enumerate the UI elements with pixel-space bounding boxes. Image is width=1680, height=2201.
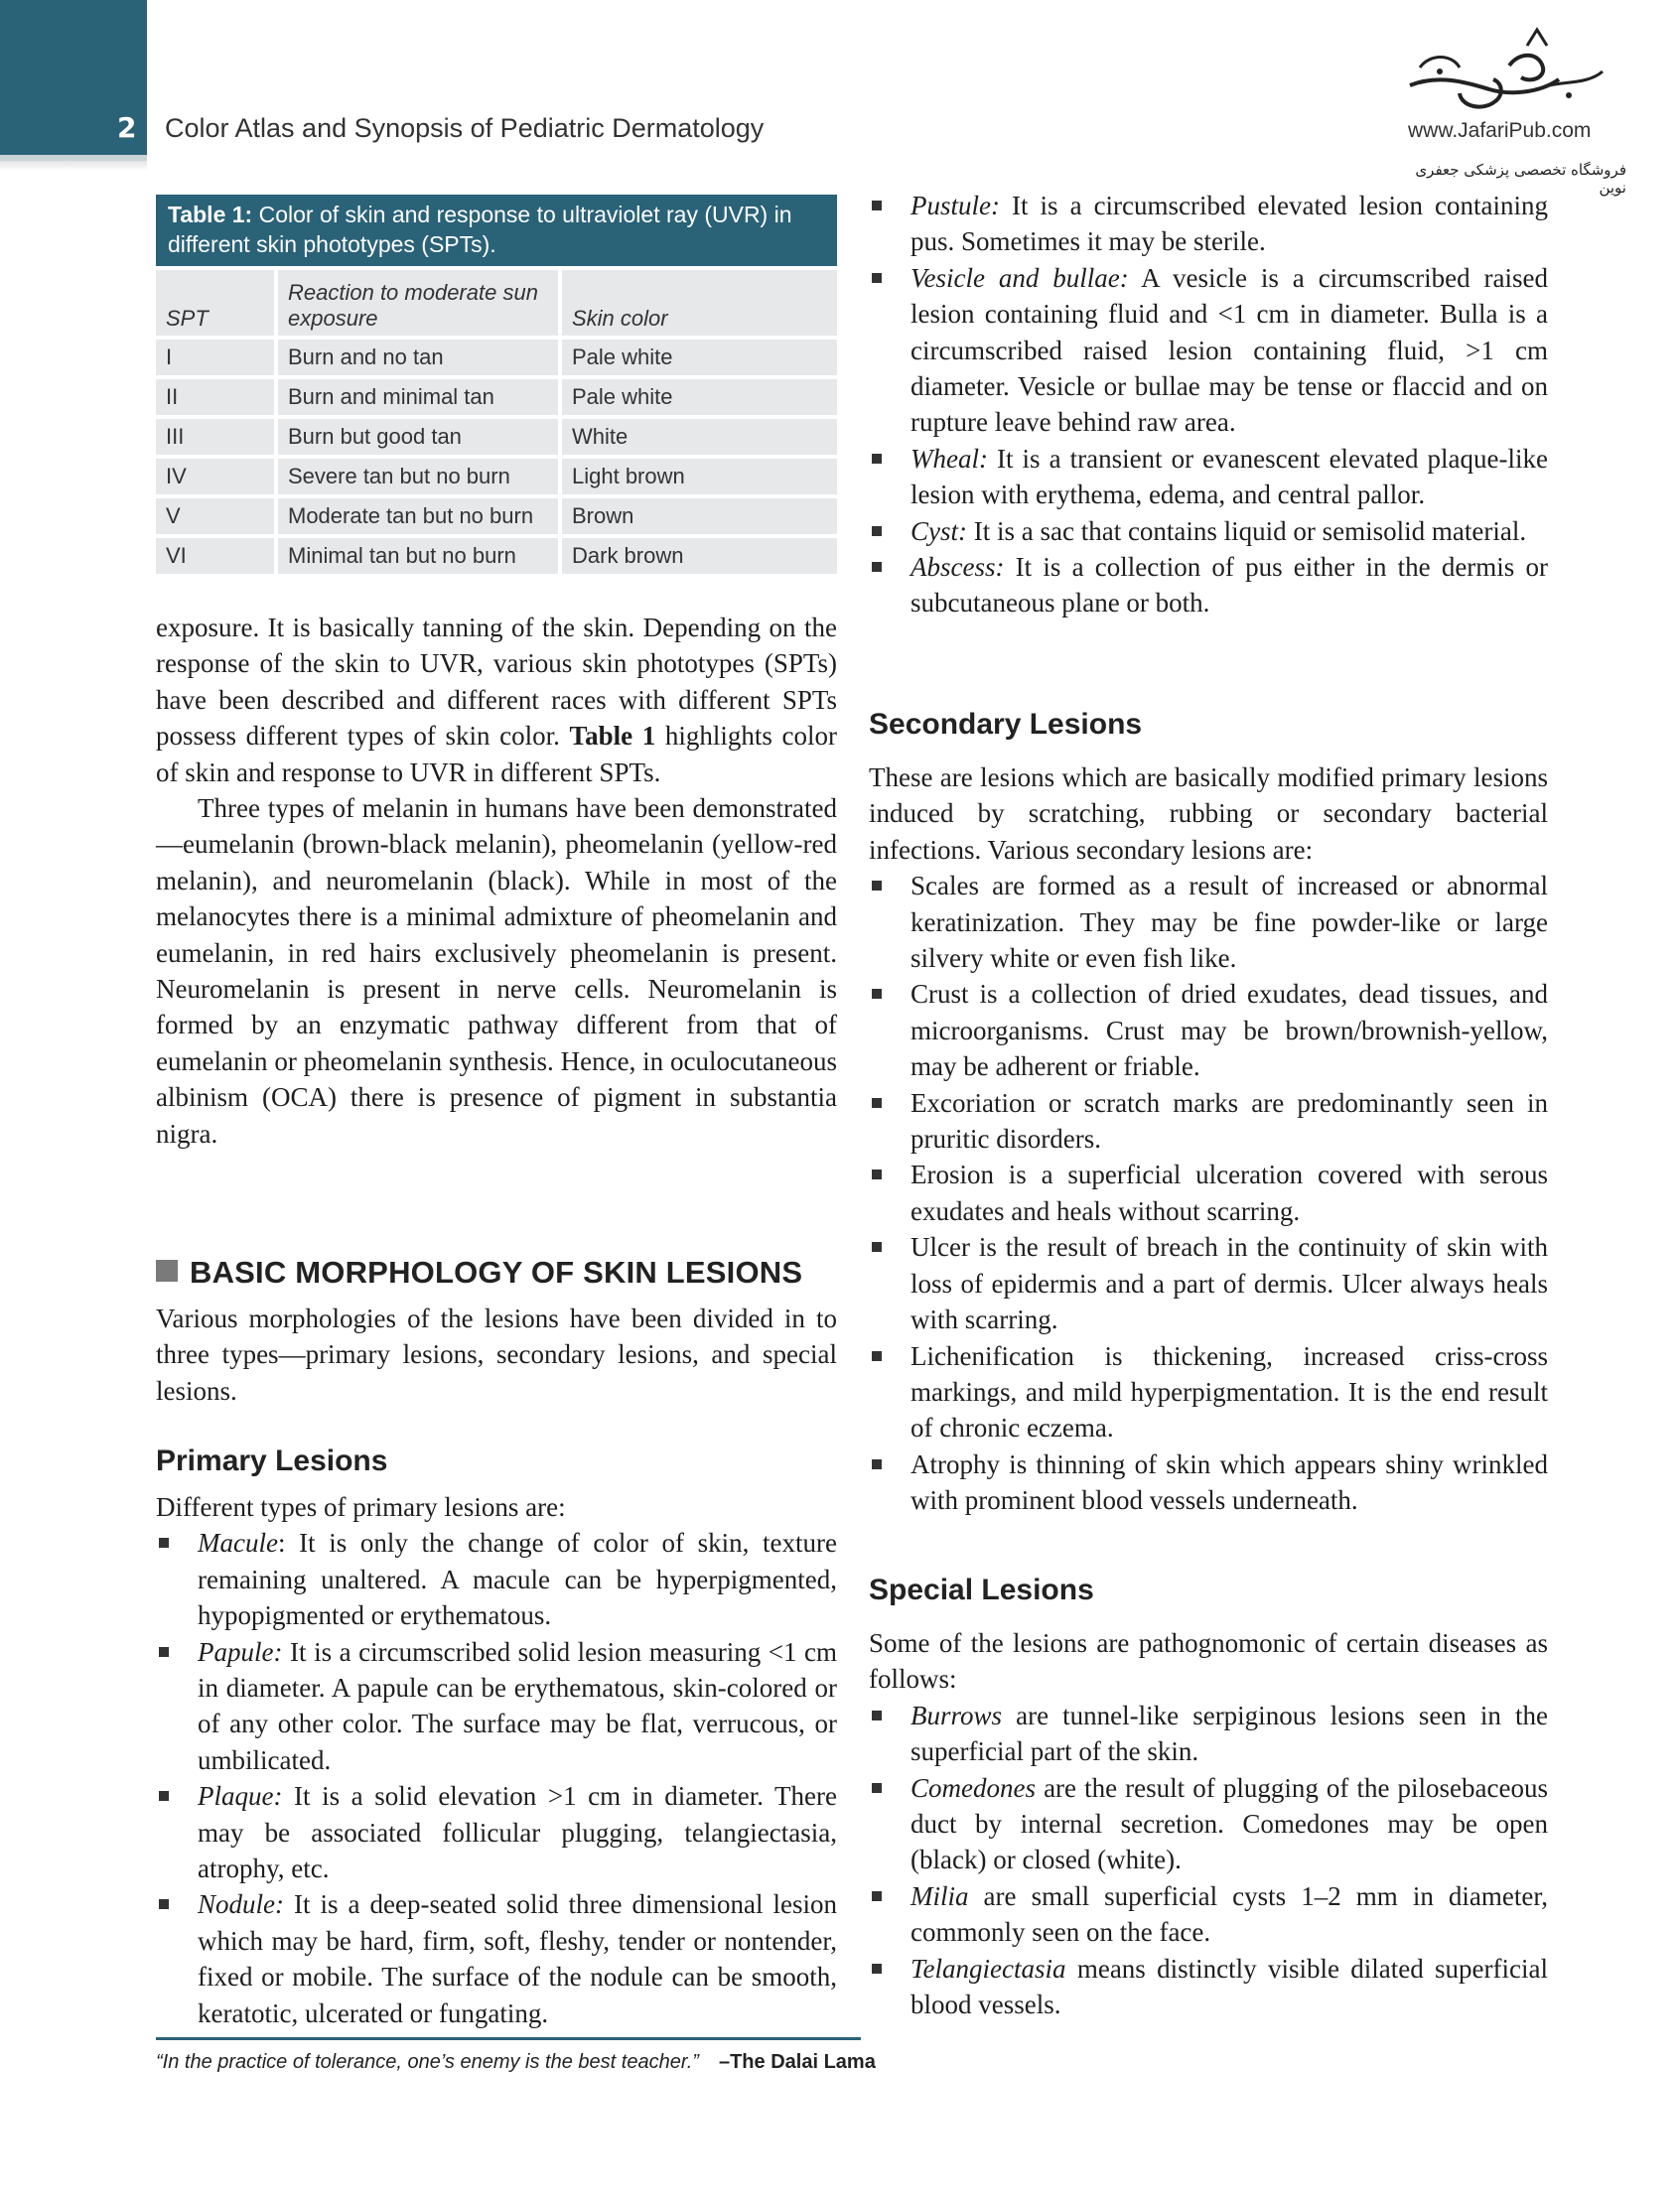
definition: It is a circumscribed elevated lesion containing pus. Sometimes it may be sterile. [910,191,1548,257]
definition: It is a sac that contains liquid or semisolid material. [967,515,1527,546]
table-row [156,340,837,375]
definition: Crust is a collection of dried exudates, dead tissues, and microorganisms. Crust may be brown/brownish-yellow, may be adherent or friable. [910,979,1548,1082]
table-cell: V [156,498,278,534]
section-intro: Various morphologies of the lesions have been divided in to three types—primary lesions, secondary lesions, and special lesions. [156,1304,837,1406]
term: Pustule: [910,191,1000,220]
definition: : It is only the change of color of skin, texture remaining unaltered. A macule can be hyperpigmented, hypopigmented or erythematous. [198,1528,837,1631]
bullet-icon [872,562,882,572]
definition: It is a collection of pus either in the dermis or subcutaneous plane or both. [910,552,1548,619]
definition: are the result of plugging of the pilosebaceous duct by internal secretion. Comedones may be open (black) or closed (white). [910,1772,1548,1875]
table-cell: Pale white [562,379,837,415]
primary-lesions-continued [869,188,1548,621]
secondary-lesion-list [869,868,1548,1518]
bullet-icon [872,1964,882,1974]
list-item [156,1778,837,1886]
bullet-icon [872,1711,882,1720]
primary-lesions-heading: Primary Lesions [156,1444,388,1477]
list-item [869,976,1548,1084]
bullet-icon [872,1169,882,1179]
definition: Scales are formed as a result of increased or abnormal keratinization. They may be fine powder-like or large silvery white or even fish like. [910,871,1548,974]
table-cell: III [156,419,278,455]
definition: means distinctly visible dilated superficial blood vessels. [910,1953,1548,2020]
bullet-icon [872,201,882,210]
bullet-icon [159,1791,169,1801]
footer-rule [156,2037,861,2040]
section-heading [156,1255,802,1291]
left-intro-paragraphs [156,610,837,1152]
header-shadow [0,161,147,171]
table-caption-label: Table 1: [168,202,253,227]
table-cell: VI [156,538,278,574]
paragraph-melanin: Three types of melanin in humans have been demonstrated—eumelanin (brown-black melanin), pheomelanin (yellow-red melanin), and neuromelanin (black). While in most of the melanocytes there is a minimal admixture of pheomelanin and eumelanin, in red hairs exclusively pheomelanin is present. Neuromelanin is present in nerve cells. Neuromelanin is formed by an enzymatic pathway different from that of eumelanin or pheomelanin synthesis. Hence, in oculocutaneous albinism (OCA) there is presence of pigment in substantia nigra. [156,793,837,1149]
table-cell: Burn but good tan [278,419,562,455]
paragraph-text: highlights color of skin and response to UVR in different SPTs. [156,721,837,787]
table-header-cell: Reaction to moderate sun exposure [278,270,562,336]
table-cell: Minimal tan but no burn [278,538,562,574]
list-item [869,1951,1548,2023]
table-header-cell: Skin color [562,270,837,336]
bullet-icon [872,989,882,999]
list-item [869,1878,1548,1951]
table-row [156,498,837,534]
special-lesions-block [869,1625,1548,2022]
table-cell: Brown [562,498,837,534]
special-lesions-heading: Special Lesions [869,1574,1094,1606]
paragraph-spt [156,610,837,790]
table-cell: Severe tan but no burn [278,459,562,494]
table-cell: Pale white [562,340,837,375]
publisher-persian-name: فروشگاه تخصصی پزشکی جعفری نوین [1415,161,1626,197]
list-item [869,188,1548,260]
primary-intro: Different types of primary lesions are: [156,1492,566,1522]
term: Macule [198,1528,278,1559]
publisher-logo-icon [1400,24,1609,115]
secondary-lesions-block [869,759,1548,1519]
definition: Erosion is a superficial ulceration covered with serous exudates and heals without scarring. [910,1160,1548,1226]
list-item [869,549,1548,621]
section-square-icon [156,1260,178,1282]
page-number: 2 [117,111,137,144]
list-item [156,1525,837,1633]
table-cell: Dark brown [562,538,837,574]
definition: It is a deep-seated solid three dimensional lesion which may be hard, firm, soft, fleshy, tender or nontender, fixed or mobile. The surface of the nodule can be smooth, keratotic, ulcerated or fungating. [198,1889,837,2028]
secondary-lesions-heading: Secondary Lesions [869,708,1143,741]
list-item [869,260,1548,441]
running-title: Color Atlas and Synopsis of Pediatric Dermatology [165,113,765,143]
term: Telangiectasia [910,1953,1066,1984]
term: Burrows [910,1700,1003,1730]
list-item [869,1446,1548,1519]
list-item [869,1338,1548,1446]
bullet-icon [872,1783,882,1793]
definition: It is a circumscribed solid lesion measuring <1 cm in diameter. A papule can be erythematous, skin-colored or of any other color. The surface may be flat, verrucous, or umbilicated. [198,1636,837,1775]
bullet-icon [159,1647,169,1657]
section-heading-text: BASIC MORPHOLOGY OF SKIN LESIONS [190,1255,803,1290]
primary-lesion-list [156,1525,837,2031]
definition: Excoriation or scratch marks are predominantly seen in pruritic disorders. [910,1087,1548,1155]
list-item [869,1157,1548,1229]
footer-quote [156,2051,876,2074]
bullet-icon [872,273,882,283]
list-item [869,1229,1548,1337]
definition: are small superficial cysts 1–2 mm in diameter, commonly seen on the face. [910,1880,1548,1948]
definition: Ulcer is the result of breach in the continuity of skin with loss of epidermis and a part of dermis. Ulcer always heals with scarring. [910,1232,1548,1335]
primary-lesion-list-cont [869,188,1548,621]
table-row [156,538,837,574]
primary-lesions-block [156,1489,837,2031]
paragraph-text: exposure. It is basically tanning of the skin. Depending on the response of the skin to UVR, various skin phototypes (SPTs) have been described and different races with different SPTs possess different types of skin color. [156,613,837,752]
term: Cyst: [910,515,967,546]
term: Papule: [198,1636,283,1667]
definition: are tunnel-like serpiginous lesions seen in the superficial part of the skin. [910,1700,1548,1767]
bullet-icon [159,1899,169,1909]
bullet-icon [872,1351,882,1361]
special-lesion-list [869,1698,1548,2023]
table-cell: I [156,340,278,375]
table-cell: Burn and minimal tan [278,379,562,415]
list-item [156,1886,837,2031]
table-cell: White [562,419,837,455]
term: Vesicle and bullae: [910,262,1129,293]
term: Milia [910,1880,969,1911]
term: Abscess: [910,552,1005,583]
list-item [869,441,1548,513]
special-intro: Some of the lesions are pathognomonic of certain diseases as follows: [869,1628,1548,1695]
bullet-icon [872,881,882,891]
definition: Lichenification is thickening, increased criss-cross markings, and mild hyperpigmentation. It is the end result of chronic eczema. [910,1340,1548,1444]
table-cell: IV [156,459,278,494]
table-row [156,459,837,494]
list-item [869,1698,1548,1770]
table-caption-text: Color of skin and response to ultraviolet ray (UVR) in different skin phototypes (SPTs). [168,202,792,257]
list-item [869,1770,1548,1878]
definition: A vesicle is a circumscribed raised lesion containing fluid and <1 cm in diameter. Bulla is a circumscribed raised lesion containing fluid, >1 cm diameter. Vesicle or bullae may be tense or flaccid and on rupture leave behind raw area. [910,262,1548,438]
table-cell: II [156,379,278,415]
table-cell: Light brown [562,459,837,494]
quote-text: “In the practice of tolerance, one’s enemy is the best teacher.” [156,2051,699,2073]
bullet-icon [872,526,882,536]
bullet-icon [872,1098,882,1108]
bullet-icon [159,1538,169,1548]
definition: It is a solid elevation >1 cm in diameter. There may be associated follicular plugging, telangiectasia, atrophy, etc. [198,1781,837,1884]
secondary-intro: These are lesions which are basically modified primary lesions induced by scratching, rubbing or secondary bacterial infections. Various secondary lesions are: [869,762,1548,865]
definition: Atrophy is thinning of skin which appears shiny wrinkled with prominent blood vessels underneath. [910,1448,1548,1516]
list-item [869,1085,1548,1158]
definition: It is a transient or evanescent elevated plaque-like lesion with erythema, edema, and central pallor. [910,443,1548,510]
spt-table [156,266,837,578]
bullet-icon [872,1891,882,1901]
table-1 [156,195,837,578]
table-header-row [156,270,837,336]
table-row [156,379,837,415]
list-item [156,1634,837,1779]
list-item [869,513,1548,549]
quote-author: –The Dalai Lama [718,2051,876,2073]
term: Nodule: [198,1889,284,1920]
table-cell: Moderate tan but no burn [278,498,562,534]
bullet-icon [872,1242,882,1252]
publisher-url[interactable]: www.JafariPub.com [1408,119,1592,142]
table-row [156,419,837,455]
table-caption [156,195,837,266]
term: Wheal: [910,443,988,474]
bullet-icon [872,1459,882,1469]
bullet-icon [872,454,882,464]
table-cell: Burn and no tan [278,340,562,375]
term: Plaque: [198,1781,283,1812]
table-reference-link[interactable]: Table 1 [569,721,656,752]
term: Comedones [910,1772,1036,1803]
list-item [869,868,1548,976]
table-header-cell: SPT [156,270,278,336]
